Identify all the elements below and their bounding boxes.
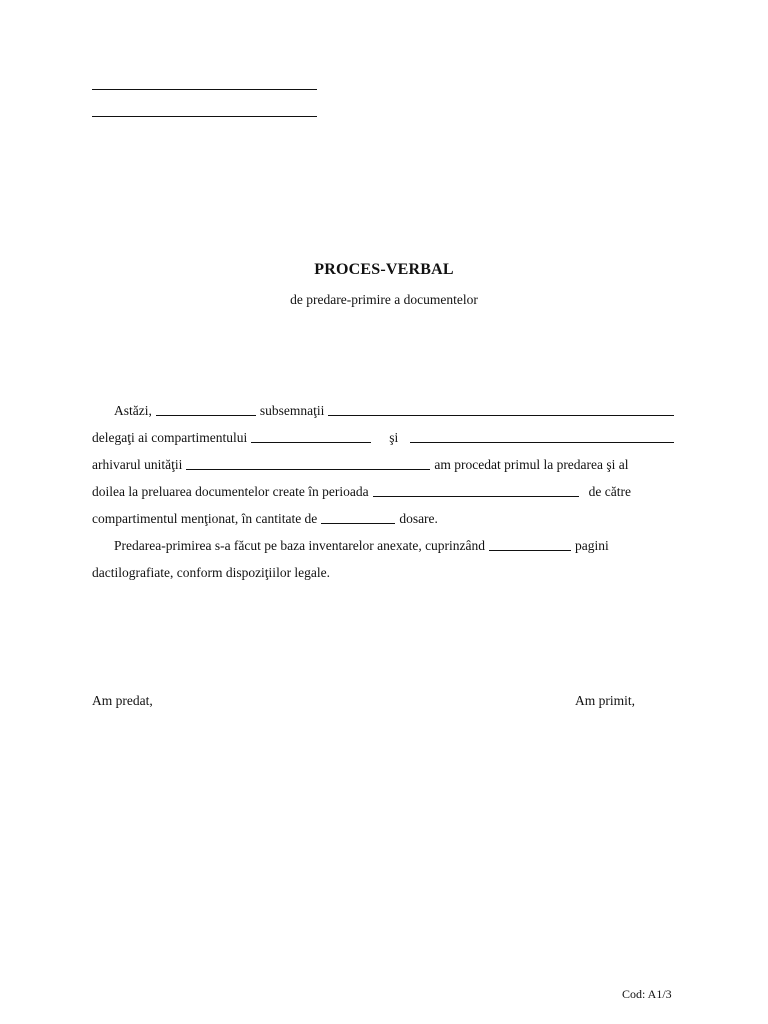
body-line: [92, 424, 678, 451]
text-segment: de către: [588, 484, 631, 499]
blank-line-header-2: [92, 116, 317, 117]
body-line: [92, 505, 678, 532]
text-segment: şi: [389, 430, 399, 445]
text-segment: am procedat primul la predarea şi al: [434, 457, 629, 472]
blank-field-quantity: [321, 512, 395, 524]
body-line: [92, 478, 678, 505]
text-segment: arhivarul unităţii: [92, 457, 183, 472]
text-segment: dosare.: [399, 511, 438, 526]
signature-received: Am primit,: [575, 693, 635, 708]
text-segment: dactilografiate, conform dispoziţiilor legale.: [92, 565, 331, 580]
blank-field-unit: [186, 458, 430, 470]
blank-line-header-1: [92, 89, 317, 90]
text-segment: subsemnaţii: [259, 403, 325, 418]
body-line: [92, 451, 678, 478]
blank-field-date: [156, 404, 256, 416]
body-line: [92, 397, 678, 424]
document-body: [92, 397, 678, 586]
signature-handed-over: Am predat,: [92, 693, 153, 708]
blank-field-period: [373, 485, 579, 497]
text-segment: pagini: [575, 538, 609, 553]
body-line: [92, 532, 678, 559]
document-code: Cod: A1/3: [622, 987, 672, 1001]
text-segment: doilea la preluarea documentelor create în perioada: [92, 484, 369, 499]
body-line: [92, 559, 678, 586]
document-subtitle: de predare-primire a documentelor: [290, 292, 478, 307]
text-segment: Predarea-primirea s-a făcut pe baza inventarelor anexate, cuprinzând: [114, 538, 486, 553]
text-segment: compartimentul menţionat, în cantitate de: [92, 511, 318, 526]
blank-field-compartment: [251, 431, 371, 443]
blank-field-names: [328, 404, 674, 416]
blank-field-name: [410, 431, 674, 443]
text-segment: Astăzi,: [114, 403, 152, 418]
document-title: PROCES-VERBAL: [314, 261, 454, 278]
text-segment: delegaţi ai compartimentului: [92, 430, 248, 445]
blank-field-pages: [489, 539, 571, 551]
